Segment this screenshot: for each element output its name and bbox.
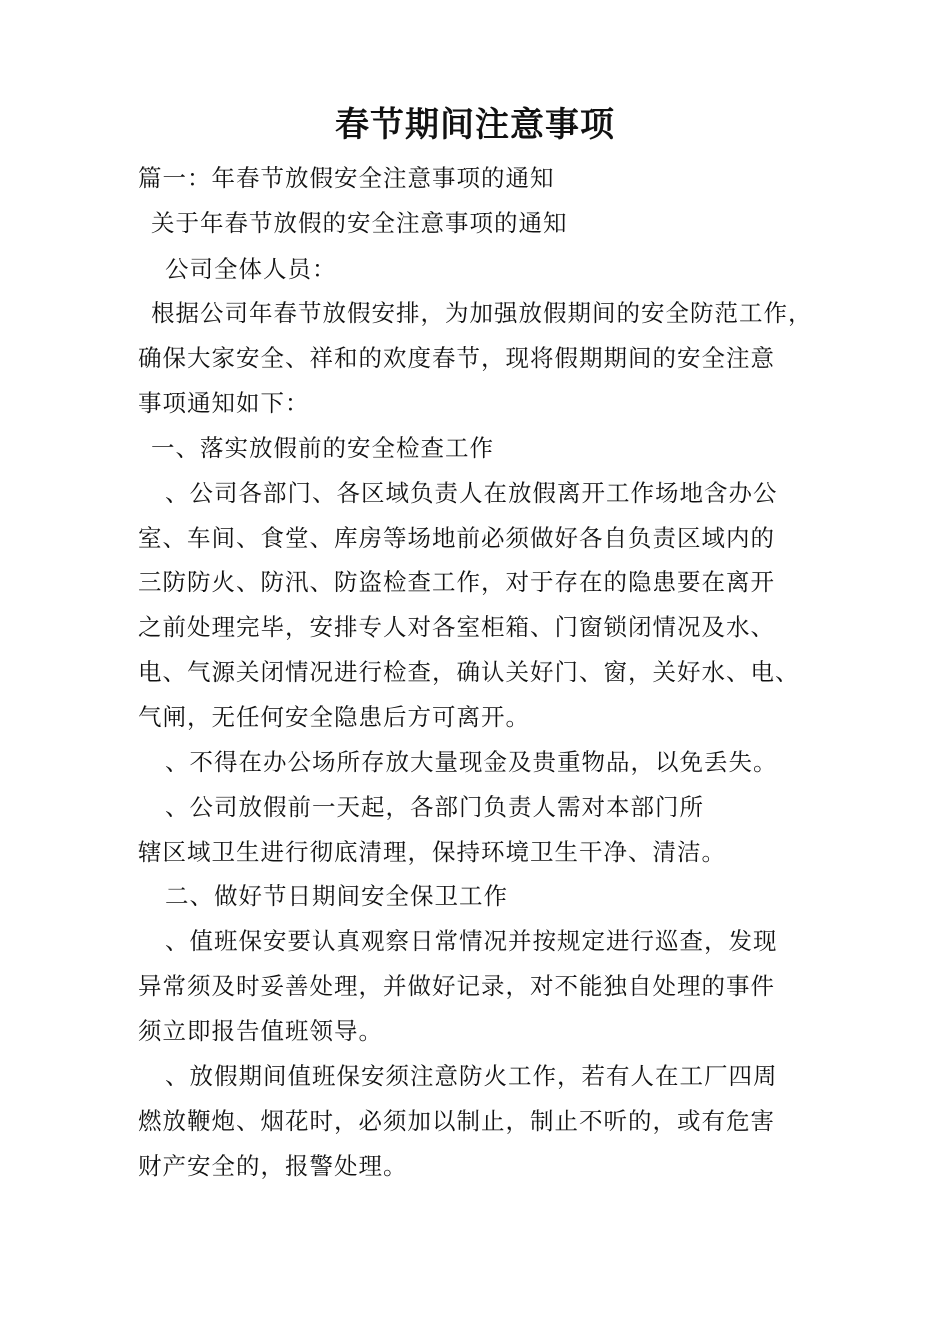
paragraph-line: 、公司各部门、各区域负责人在放假离开工作场地含办公 [165, 479, 778, 507]
paragraph-line: 辖区域卫生进行彻底清理，保持环境卫生干净、清洁。 [138, 838, 726, 866]
paragraph-line: 燃放鞭炮、烟花时，必须加以制止，制止不听的，或有危害 [138, 1107, 775, 1135]
paragraph-line: 气闸，无任何安全隐患后方可离开。 [138, 703, 530, 731]
paragraph-line: 根据公司年春节放假安排，为加强放假期间的安全防范工作， [151, 299, 813, 327]
paragraph-line: 事项通知如下： [138, 389, 310, 417]
salutation: 公司全体人员： [165, 255, 337, 283]
paragraph-line: 室、车间、食堂、库房等场地前必须做好各自负责区域内的 [138, 524, 775, 552]
notice-title: 关于年春节放假的安全注意事项的通知 [151, 209, 568, 237]
paragraph-line: 、值班保安要认真观察日常情况并按规定进行巡查，发现 [165, 927, 778, 955]
subsection-heading: 一、落实放假前的安全检查工作 [151, 434, 494, 462]
subsection-heading: 二、做好节日期间安全保卫工作 [165, 882, 508, 910]
paragraph-line: 确保大家安全、祥和的欢度春节，现将假期期间的安全注意 [138, 344, 775, 372]
paragraph-line: 、公司放假前一天起，各部门负责人需对本部门所 [165, 793, 704, 821]
section-heading: 篇一：年春节放假安全注意事项的通知 [138, 164, 555, 192]
paragraph-line: 电、气源关闭情况进行检查，确认关好门、窗，关好水、电、 [138, 658, 800, 686]
paragraph-line: 三防防火、防汛、防盗检查工作，对于存在的隐患要在离开 [138, 568, 775, 596]
paragraph-line: 、不得在办公场所存放大量现金及贵重物品，以免丢失。 [165, 748, 778, 776]
paragraph-line: 之前处理完毕，安排专人对各室柜箱、门窗锁闭情况及水、 [138, 613, 775, 641]
paragraph-line: 须立即报告值班领导。 [138, 1017, 383, 1045]
paragraph-line: 异常须及时妥善处理，并做好记录，对不能独自处理的事件 [138, 972, 775, 1000]
document-title: 春节期间注意事项 [335, 105, 615, 145]
paragraph-line: 、放假期间值班保安须注意防火工作，若有人在工厂四周 [165, 1062, 778, 1090]
paragraph-line: 财产安全的，报警处理。 [138, 1152, 408, 1180]
